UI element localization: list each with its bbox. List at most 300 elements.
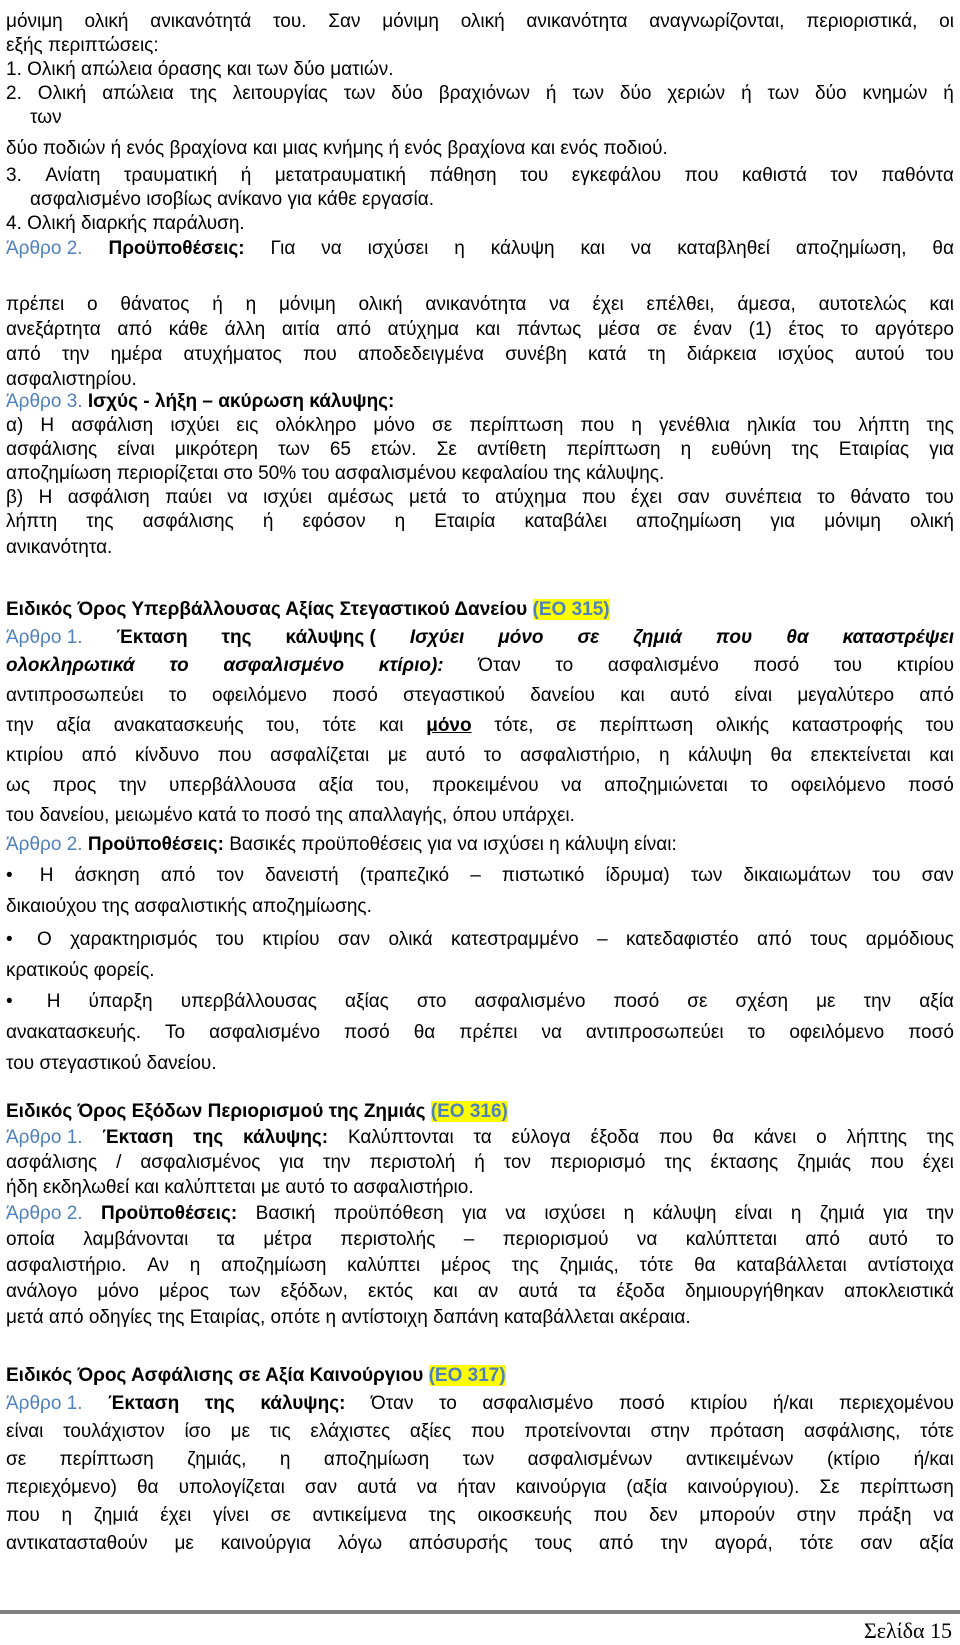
word: αποκλειστικά	[844, 1281, 954, 1302]
word: η	[279, 1449, 291, 1470]
word: κάλυψης (	[285, 627, 376, 648]
word: να	[549, 294, 570, 315]
word: περίπτωση	[566, 439, 661, 460]
word: ασφαλισμένο	[223, 655, 345, 676]
intro-line	[6, 164, 954, 188]
bullet-continuation	[6, 1021, 954, 1045]
word: δανειστή	[265, 865, 339, 886]
word: της	[221, 627, 252, 648]
word: και	[378, 715, 404, 736]
word: Εταιρία	[434, 511, 496, 532]
word: ήταν	[457, 1477, 496, 1498]
word: άλλη	[224, 319, 266, 340]
word: Σαν	[328, 11, 361, 32]
word: αντικειμένων	[685, 1449, 794, 1470]
article-3-line	[6, 462, 664, 486]
word: οφειλόμενο	[789, 1022, 885, 1043]
word: ποσό	[618, 1393, 665, 1414]
word: πιστωτικό	[501, 865, 585, 886]
word: οφειλόμενο	[790, 775, 886, 796]
word: (αξία	[626, 1477, 668, 1498]
word: εγκεφάλου	[571, 165, 662, 186]
word: της	[926, 1127, 954, 1148]
word: με	[816, 991, 836, 1012]
word: έχει	[592, 294, 624, 315]
word: πάθηση	[429, 165, 497, 186]
word: από	[805, 1229, 840, 1250]
word: ασφάλισης	[6, 439, 98, 460]
word: ασφαλισμένων	[527, 1449, 653, 1470]
word: ολική	[460, 11, 505, 32]
word: από	[160, 865, 196, 886]
word: προς	[52, 775, 97, 796]
eo316-a2-line	[6, 1228, 954, 1252]
word: τα	[473, 1127, 492, 1148]
word: το	[750, 775, 769, 796]
word: την	[926, 1203, 954, 1224]
word: ποσό	[613, 991, 660, 1012]
word: απώλεια	[102, 83, 174, 104]
eo316-a1-line	[6, 1126, 954, 1150]
word: ποσό	[344, 1022, 390, 1043]
word: περίπτωση	[469, 415, 564, 436]
word: Όταν	[478, 655, 521, 676]
word: αυτά	[357, 1477, 397, 1498]
word: διάρκεια	[686, 344, 757, 365]
word: ζημιά	[633, 627, 682, 648]
word: δεν	[649, 1505, 678, 1526]
eo317-a1-line	[6, 1532, 954, 1556]
word: ασφαλιστήριο.	[6, 1255, 127, 1276]
word: χεριών	[667, 83, 726, 104]
word: θα	[694, 1255, 716, 1276]
word: ασφαλίζεται	[270, 745, 370, 766]
word: ημέρα	[110, 344, 163, 365]
word: μετά	[408, 487, 447, 508]
word: με	[387, 745, 408, 766]
word: που	[581, 487, 616, 508]
word: μέτρα	[263, 1229, 313, 1250]
word: ο	[816, 1127, 827, 1148]
word: για	[929, 439, 954, 460]
word: Καλύπτονται	[347, 1127, 454, 1148]
section-code-badge: (ΕΟ 317)	[428, 1365, 506, 1386]
word: μεγαλύτερο	[797, 685, 895, 706]
word: το	[817, 487, 836, 508]
word: καταστρέψει	[842, 627, 954, 648]
word: λήπτη	[858, 415, 910, 436]
article-2-line	[6, 343, 954, 367]
word: ασφαλισμένο	[607, 655, 719, 676]
word: εύλογα	[511, 1127, 571, 1148]
bullet-continuation	[6, 959, 155, 983]
word: γίνει	[213, 1505, 249, 1526]
word: καινούργια	[220, 1533, 312, 1554]
word: οι	[939, 11, 954, 32]
word: Όταν	[371, 1393, 414, 1414]
intro-line	[30, 188, 434, 212]
word: ασφάλιση	[67, 487, 150, 508]
word: για	[279, 1152, 305, 1173]
word: μόνιμη	[824, 511, 881, 532]
word: συνέβη	[505, 344, 567, 365]
word: υπολογίζεται	[178, 1477, 285, 1498]
word: την	[118, 775, 147, 796]
article-label: Άρθρο 1.	[6, 1393, 83, 1414]
word: απόσυρσής	[408, 1533, 508, 1554]
word: Η	[40, 415, 55, 436]
eo315-text: του δανείου, μειωμένο κατά το ποσό της απαλλαγής, όπου υπάρχει.	[6, 805, 575, 826]
word: τα	[216, 1229, 235, 1250]
word: Έκταση	[102, 1127, 174, 1148]
word: καταβάλει	[524, 511, 608, 532]
word: μόνο	[498, 627, 544, 648]
word: αρμόδιους	[865, 929, 954, 950]
word: παθόντα	[881, 165, 954, 186]
word: πρόταση	[709, 1421, 785, 1442]
intro-line-text: των	[30, 107, 62, 128]
word: του,	[266, 715, 300, 736]
word: αποζημίωση	[323, 1449, 430, 1470]
word: έξοδα	[616, 1281, 665, 1302]
word: αργότερο	[874, 319, 954, 340]
word: που	[684, 165, 719, 186]
intro-line	[6, 137, 668, 161]
word: το	[461, 487, 480, 508]
word: το	[555, 655, 574, 676]
word: ή	[474, 1152, 485, 1173]
word: των	[572, 83, 604, 104]
word: ζημιά	[819, 1203, 865, 1224]
intro-line	[6, 58, 394, 82]
word: ποσό	[908, 1022, 954, 1043]
word: Σε	[819, 1477, 840, 1498]
word: κίνδυνο	[134, 745, 200, 766]
article-3-line	[6, 536, 112, 560]
eo316-a1-line	[6, 1151, 954, 1175]
word: η	[394, 511, 406, 532]
word: από	[81, 745, 117, 766]
eo315-a1-line	[6, 684, 954, 708]
bullet-item	[6, 928, 954, 952]
word: ισχύει	[263, 487, 313, 508]
word: επέλθει,	[646, 294, 715, 315]
word: βραχιόνων	[438, 83, 531, 104]
word: η	[454, 238, 465, 259]
text-segment	[527, 599, 532, 620]
word: που	[715, 627, 753, 648]
word: για	[770, 511, 796, 532]
word: κατεστραμμένο	[451, 929, 579, 950]
word: αξίες	[409, 1421, 452, 1442]
word: ζημιάς	[797, 1152, 852, 1173]
word: έχει	[630, 487, 663, 508]
word: αντίθετη	[476, 439, 547, 460]
eo317-a1-line	[6, 1504, 954, 1528]
word: θα	[712, 1127, 735, 1148]
word: λόγω	[337, 1533, 383, 1554]
article-title: Προϋποθέσεις:	[101, 1203, 238, 1224]
word: Εταιρίας	[838, 439, 910, 460]
word: επεκτείνεται	[810, 745, 911, 766]
word: και	[475, 319, 501, 340]
word: στην	[650, 1421, 690, 1442]
word: άσκηση	[74, 865, 140, 886]
intro-line-text: δύο ποδιών ή ενός βραχίονα και μιας κνήμης ή ενός βραχίονα και ενός ποδιού.	[6, 138, 668, 159]
word: να	[933, 1505, 954, 1526]
word: τον	[830, 165, 858, 186]
word: το	[840, 319, 859, 340]
word: η	[790, 1203, 802, 1224]
intro-line-text: εξής περιπτώσεις:	[6, 35, 159, 56]
article-2-line	[6, 293, 954, 317]
word: ολικής	[715, 715, 770, 736]
word: τότε	[322, 715, 357, 736]
word: ασφάλισης,	[803, 1421, 901, 1442]
article-2-line	[6, 368, 137, 392]
word: τον	[216, 865, 244, 886]
word: αυτό	[425, 745, 466, 766]
eo317-a1-line	[6, 1476, 954, 1500]
word: να	[630, 238, 652, 259]
word: την	[660, 1533, 688, 1554]
word: ασφάλισης	[6, 1152, 98, 1173]
word: να	[416, 1477, 438, 1498]
word: προκειμένου	[432, 775, 539, 796]
word: περίπτωση	[859, 1477, 954, 1498]
article-label: Άρθρο 3.	[6, 391, 83, 412]
word: αυτού	[854, 344, 905, 365]
word: ίδρυμα)	[605, 865, 670, 886]
word: χαρακτηρισμός	[70, 929, 198, 950]
word: το	[169, 655, 189, 676]
word: θα	[413, 1022, 436, 1043]
article-title: Προϋποθέσεις:	[108, 238, 245, 259]
word: (τραπεζικό	[359, 865, 450, 886]
article-2-line	[6, 318, 954, 342]
word: των	[690, 865, 723, 886]
word: έχει	[922, 1152, 954, 1173]
word: προτείνονται	[524, 1421, 631, 1442]
word: κτιρίου	[690, 1393, 748, 1414]
word: ηλικία	[746, 415, 796, 436]
word: Αν	[147, 1255, 170, 1276]
word: κτιρίου	[262, 929, 320, 950]
word: μόνο	[97, 1281, 139, 1302]
word: θάνατος	[120, 294, 190, 315]
word: το	[747, 1022, 766, 1043]
word: της	[428, 1505, 456, 1526]
section-heading: Ειδικός Όρος Εξόδων Περιορισμού της Ζημιάς	[6, 1101, 426, 1122]
word: αξία	[919, 991, 954, 1012]
word: να	[541, 1022, 562, 1043]
page-number: Σελίδα 15	[863, 1618, 952, 1643]
eo315-a1-line	[6, 654, 954, 678]
word: Για	[270, 238, 296, 259]
word: ή/και	[773, 1393, 814, 1414]
word: καταστροφής	[791, 715, 903, 736]
article-3-text: ανικανότητα.	[6, 537, 113, 558]
word: ολική	[909, 511, 954, 532]
word: μόνο	[373, 415, 415, 436]
word: κνημών	[862, 83, 928, 104]
word: Βασική	[255, 1203, 316, 1224]
word: τότε	[799, 1533, 834, 1554]
eo315-heading	[6, 598, 610, 622]
word: που	[6, 1505, 40, 1526]
word: τότε	[639, 1255, 674, 1276]
word: να	[227, 487, 248, 508]
word: η	[659, 745, 670, 766]
word: της	[204, 1393, 235, 1414]
eo315-a1-line	[6, 774, 954, 798]
word: αξίας	[344, 991, 389, 1012]
word: τον	[503, 1152, 532, 1173]
word: ή	[212, 294, 223, 315]
word: το	[936, 1229, 954, 1250]
word: ως	[6, 775, 30, 796]
word: 65	[329, 439, 351, 460]
word: και	[580, 238, 605, 259]
word: είναι	[6, 1421, 44, 1442]
word: ή	[545, 83, 557, 104]
word: ή	[943, 83, 954, 104]
word: κτιρίου	[6, 745, 64, 766]
word: από	[598, 1533, 634, 1554]
word: την	[61, 344, 90, 365]
word: τα	[578, 1281, 597, 1302]
word: από	[919, 685, 954, 706]
word: σε	[6, 1449, 27, 1470]
section-code-badge: (ΕΟ 316)	[430, 1101, 508, 1122]
word: καινούργιου).	[687, 1477, 800, 1498]
word: δύο	[815, 83, 847, 104]
word: του	[833, 655, 863, 676]
word: ανικανότητα	[425, 294, 527, 315]
article-3-text: αποζημίωση περιορίζεται στο 50% του ασφαλισμένου κεφαλαίου της κάλυψης.	[6, 463, 665, 484]
intro-line	[30, 106, 62, 130]
word: Η	[46, 991, 61, 1012]
word: σε	[656, 319, 677, 340]
word: θα	[786, 627, 809, 648]
word: που	[302, 344, 337, 365]
eo316-text: ήδη εκδηλωθεί και καλύπτεται με αυτό το ασφαλιστήριο.	[6, 1177, 474, 1198]
intro-line	[6, 10, 954, 34]
word: της	[926, 415, 954, 436]
word: δύο	[391, 83, 423, 104]
word: –	[470, 865, 481, 886]
word: η	[61, 1505, 73, 1526]
word: Το	[165, 1022, 186, 1043]
word: ατυχήματος	[183, 344, 282, 365]
word: καταβληθεί	[677, 238, 770, 259]
word: για	[883, 1203, 908, 1224]
intro-line	[6, 82, 954, 106]
word: από	[756, 929, 792, 950]
word: αξία	[919, 1533, 954, 1554]
article-label: Άρθρο 2.	[6, 1203, 83, 1224]
section-code-badge: (ΕΟ 315)	[532, 599, 610, 620]
word: εξόδων,	[280, 1281, 348, 1302]
word: τραυματική	[123, 165, 218, 186]
article-3-line	[6, 510, 954, 534]
word: πράξη	[857, 1505, 912, 1526]
word: αποζημίωση	[221, 1255, 327, 1276]
word: της	[791, 439, 819, 460]
eo315-a1-line	[6, 626, 954, 650]
word: να	[505, 1203, 526, 1224]
word: τους	[810, 929, 848, 950]
word: μέρος	[440, 1255, 491, 1276]
bullet-dot-icon: •	[6, 991, 13, 1012]
article-label: Άρθρο 1.	[6, 1127, 83, 1148]
article-intro: Βασικές προϋποθέσεις για να ισχύσει η κάλυψη είναι:	[229, 834, 677, 855]
word: ασφαλισμένο	[482, 1393, 594, 1414]
word: μέρος	[159, 1281, 209, 1302]
word: που	[470, 1421, 505, 1442]
word: ζημιάς,	[559, 1255, 619, 1276]
word: πάντως	[516, 319, 582, 340]
word: ασφαλισμένο	[474, 991, 586, 1012]
word: Σε	[436, 439, 457, 460]
bullet-item	[6, 864, 954, 888]
word: τους	[534, 1533, 573, 1554]
word: β)	[6, 487, 24, 508]
word: αποδεδειγμένα	[357, 344, 485, 365]
word: την	[322, 1152, 351, 1173]
word: α)	[6, 415, 24, 436]
word: ανεξάρτητα	[6, 319, 101, 340]
word: είναι	[734, 685, 773, 706]
article-3-line	[6, 438, 954, 462]
word: περιεχομένου	[838, 1393, 954, 1414]
word: περιορισμό	[549, 1152, 646, 1173]
word: η	[631, 415, 642, 436]
word: του	[215, 929, 244, 950]
eo316-a2-line	[6, 1280, 954, 1304]
word: –	[597, 929, 608, 950]
word: σαν	[860, 1533, 893, 1554]
word: Η	[38, 487, 53, 508]
word: αυτό	[669, 685, 710, 706]
eo315-a2-heading	[6, 833, 677, 857]
word: δημιουργήθηκαν	[685, 1281, 825, 1302]
eo316-text: μετά από οδηγίες της Εταιρίας, οπότε η αντίστοιχη δαπάνη καταβάλλεται ακέραια.	[6, 1307, 691, 1328]
word: δύο	[619, 83, 652, 104]
word: προϋπόθεση	[333, 1203, 444, 1224]
word: οποία	[6, 1229, 55, 1250]
word: ολική	[84, 11, 129, 32]
word: το	[439, 1393, 457, 1414]
word: το	[483, 745, 502, 766]
word: που	[593, 1505, 628, 1526]
word: ολοκληρωτικά	[6, 655, 135, 676]
word: η	[680, 439, 692, 460]
word: της	[189, 83, 217, 104]
word: σχέση	[735, 991, 789, 1012]
word: και	[929, 294, 954, 315]
word: λήπτη	[6, 511, 58, 532]
word: από	[6, 344, 41, 365]
word: την	[6, 715, 34, 736]
word: υπερβάλλουσα	[169, 775, 297, 796]
word: σαν	[921, 865, 954, 886]
eo317-a1-line	[6, 1448, 954, 1472]
word: της	[511, 1255, 539, 1276]
word: μέσα	[597, 319, 641, 340]
word: αναγνωρίζονται,	[649, 11, 785, 32]
intro-line-text: ασφαλισμένο ισοβίως ανίκανο για κάθε εργασία.	[30, 189, 434, 210]
